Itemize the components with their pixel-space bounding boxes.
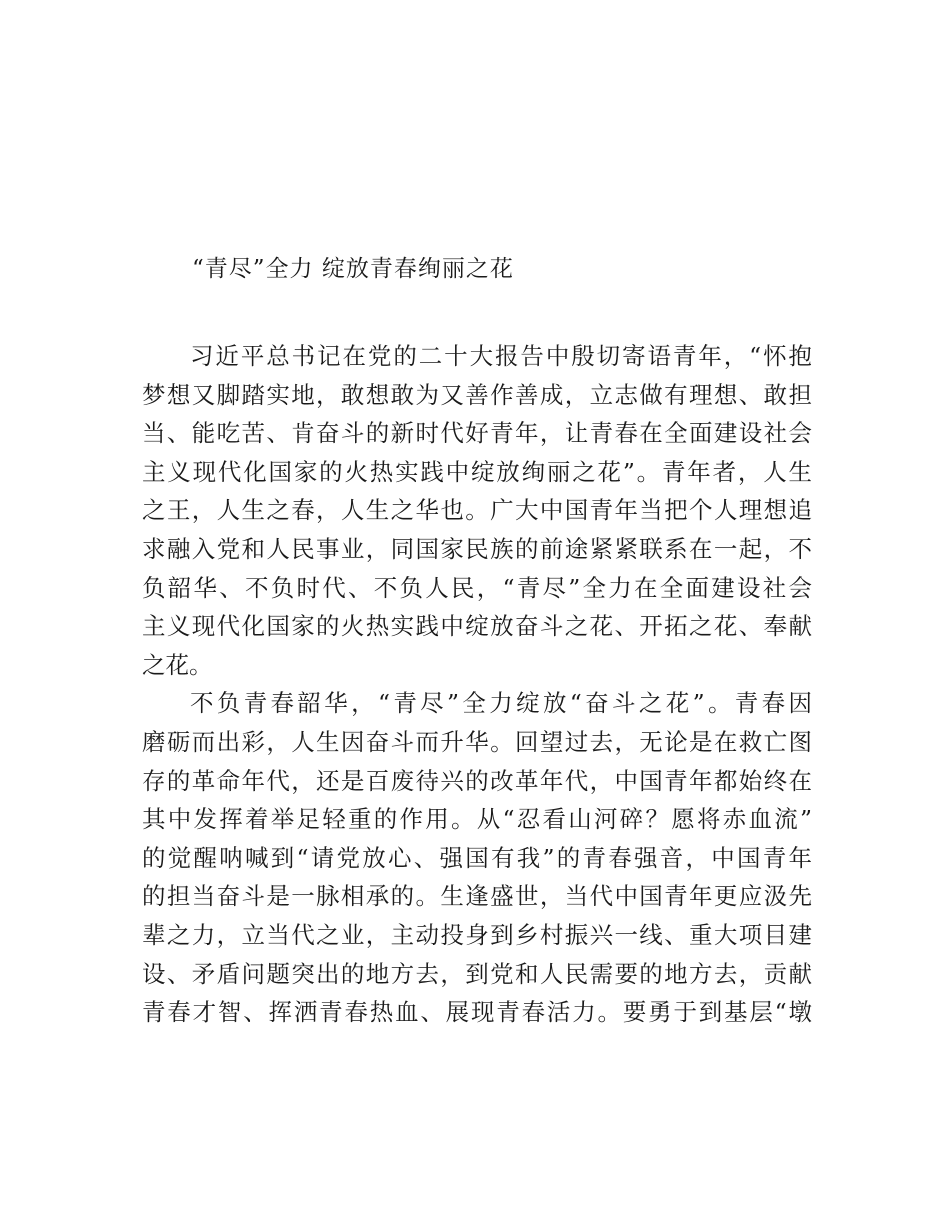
paragraph-line: 辈之力，立当代之业，主动投身到乡村振兴一线、重大项目建 <box>142 920 812 949</box>
paragraph-line: 当、能吃苦、肯奋斗的新时代好青年，让青春在全面建设社会 <box>142 419 812 448</box>
paragraph-line: 的觉醒呐喊到“请党放心、强国有我”的青春强音，中国青年 <box>142 843 812 872</box>
document-title: “青尽”全力 绽放青春绚丽之花 <box>192 256 514 282</box>
paragraph-line: 梦想又脚踏实地，敢想敢为又善作善成，立志做有理想、敢担 <box>142 380 812 409</box>
paragraph-line: 主义现代化国家的火热实践中绽放奋斗之花、开拓之花、奉献 <box>142 612 812 641</box>
paragraph-line: 设、矛盾问题突出的地方去，到党和人民需要的地方去，贡献 <box>142 959 812 988</box>
paragraph-line: 青春才智、挥洒青春热血、展现青春活力。要勇于到基层“墩 <box>142 998 812 1027</box>
paragraph-line: 求融入党和人民事业，同国家民族的前途紧紧联系在一起，不 <box>142 534 812 563</box>
paragraph-1 <box>142 337 812 684</box>
paragraph-line: 磨砺而出彩，人生因奋斗而升华。回望过去，无论是在救亡图 <box>142 727 812 756</box>
paragraph-line: 主义现代化国家的火热实践中绽放绚丽之花”。青年者，人生 <box>142 457 812 486</box>
paragraph-line: 之花。 <box>142 650 213 679</box>
paragraph-line: 负韶华、不负时代、不负人民，“青尽”全力在全面建设社会 <box>142 573 812 602</box>
paragraph-line: 存的革命年代，还是百废待兴的改革年代，中国青年都始终在 <box>142 766 812 795</box>
paragraph-line: 不负青春韶华，“青尽”全力绽放“奋斗之花”。青春因 <box>190 689 812 718</box>
paragraph-line: 其中发挥着举足轻重的作用。从“忍看山河碎？愿将赤血流” <box>142 805 812 834</box>
paragraph-line: 习近平总书记在党的二十大报告中殷切寄语青年，“怀抱 <box>190 342 812 370</box>
document-body <box>142 337 812 1032</box>
paragraph-line: 的担当奋斗是一脉相承的。生逢盛世，当代中国青年更应汲先 <box>142 882 812 911</box>
paragraph-2 <box>142 684 812 1031</box>
paragraph-line: 之王，人生之春，人生之华也。广大中国青年当把个人理想追 <box>142 496 812 525</box>
